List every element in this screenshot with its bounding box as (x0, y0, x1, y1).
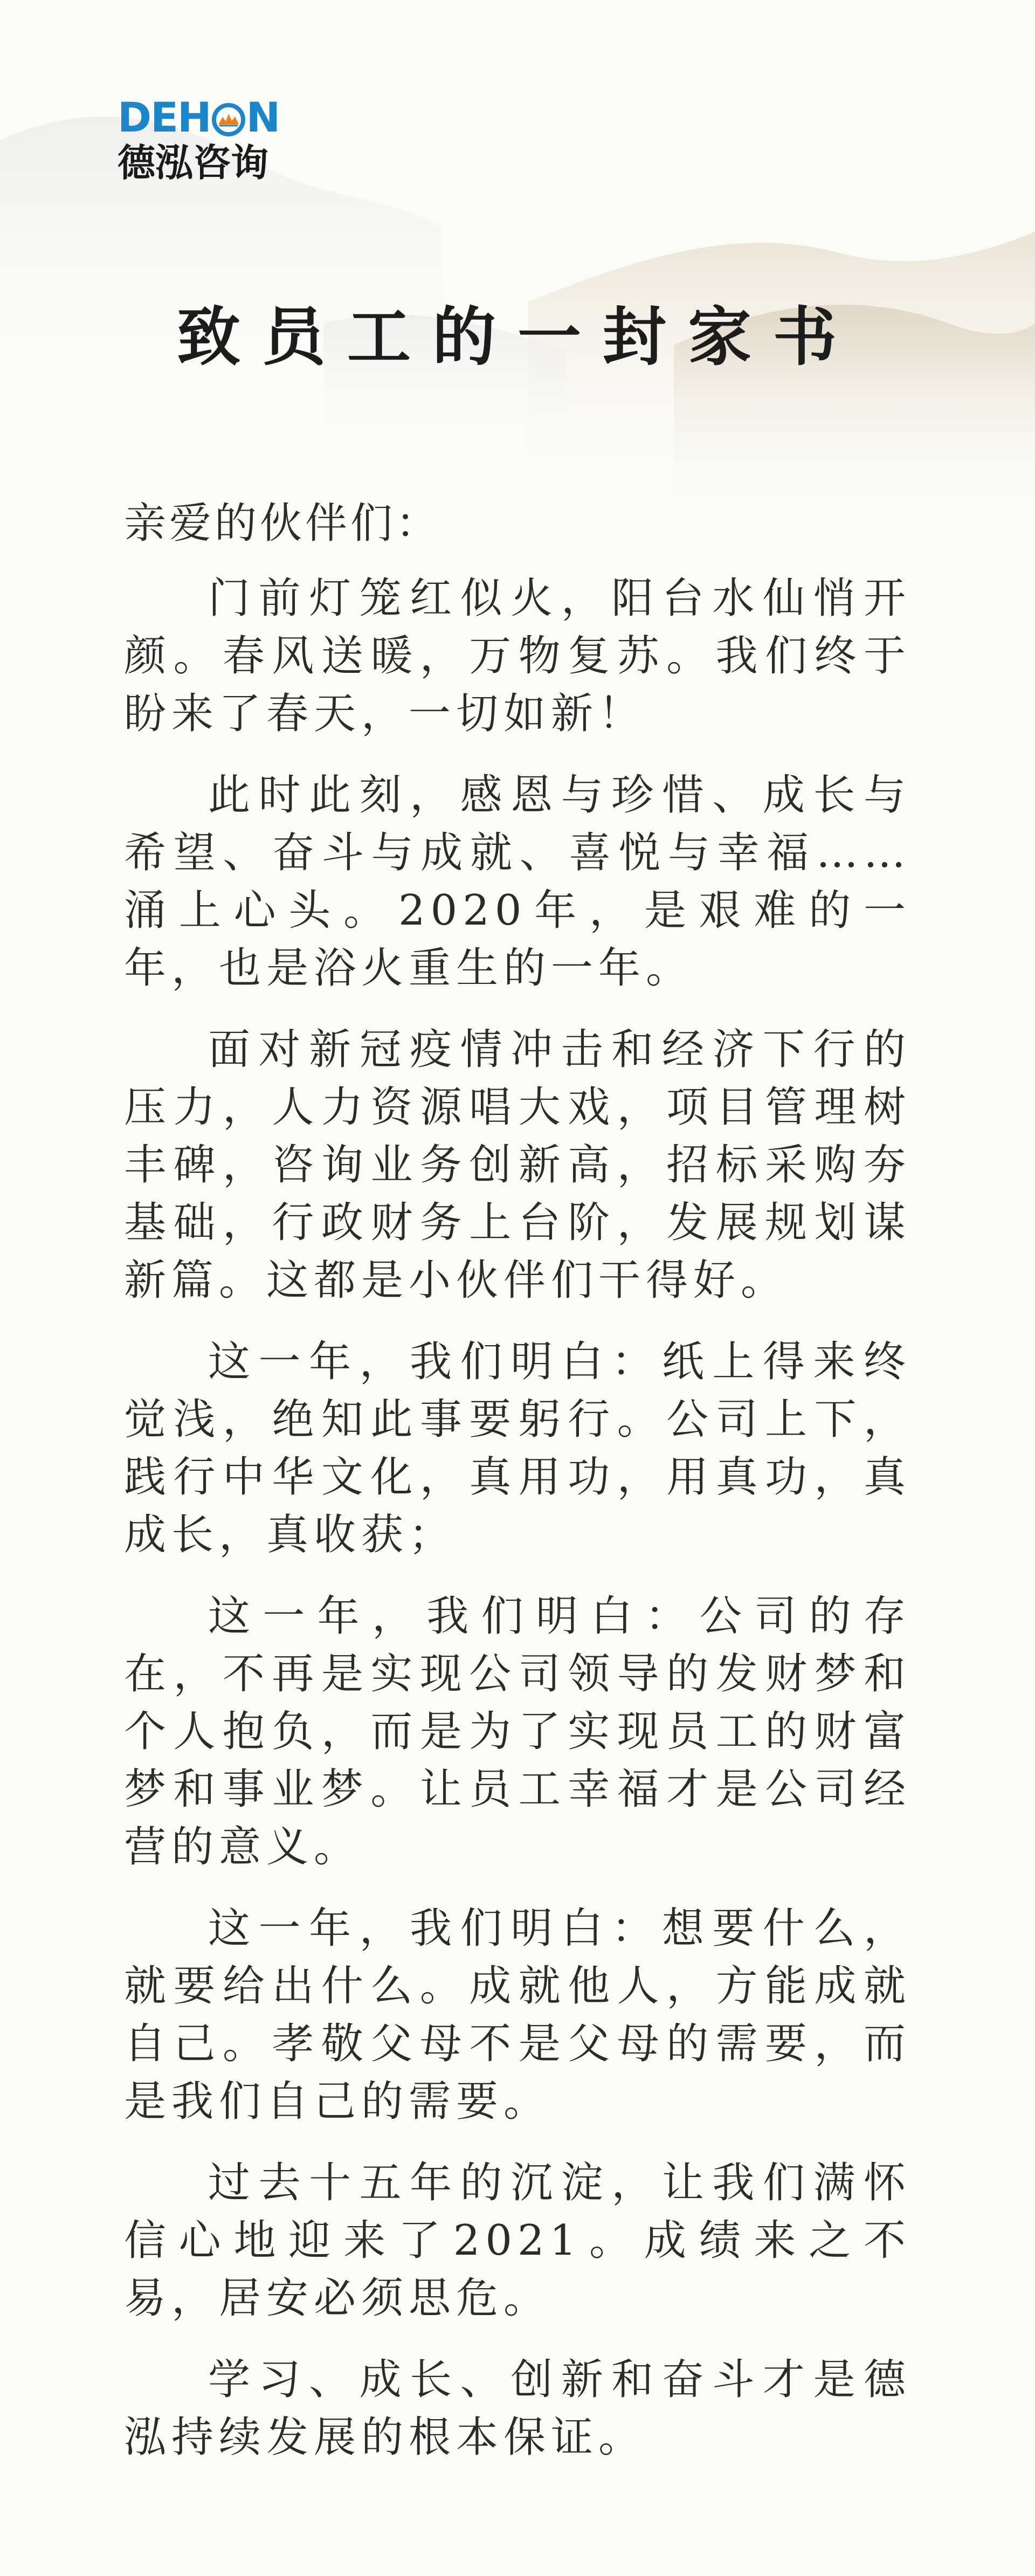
logo-text-en-suffix: N (246, 93, 280, 141)
logo-english-wordmark (118, 93, 280, 141)
paragraph: 这一年，我们明白：公司的存在，不再是实现公司领导的发财梦和个人抱负，而是为了实现员工的财富梦和事业梦。让员工幸福才是公司经营的意义。 (124, 1592, 911, 1871)
salutation: 亲爱的伙伴们： (124, 499, 441, 548)
company-logo (118, 93, 280, 185)
letter-title: 致员工的一封家书 (176, 299, 858, 374)
paragraph: 这一年，我们明白：纸上得来终觉浅，绝知此事要躬行。公司上下，践行中华文化，真用功，用真功，真成长，真收获； (124, 1338, 911, 1559)
paragraph: 学习、成长、创新和奋斗才是德泓持续发展的根本保证。 (124, 2355, 911, 2462)
paragraph: 此时此刻，感恩与珍惜、成长与希望、奋斗与成就、喜悦与幸福……涌上心头。2020年，是艰难的一年，也是浴火重生的一年。 (124, 771, 911, 993)
paragraph: 这一年，我们明白：想要什么，就要给出什么。成就他人，方能成就自己。孝敬父母不是父母的需要，而是我们自己的需要。 (124, 1904, 911, 2126)
paragraph: 过去十五年的沉淀，让我们满怀信心地迎来了2021。成绩来之不易，居安必须思危。 (124, 2159, 911, 2323)
logo-emblem-icon (212, 101, 245, 134)
paragraph: 面对新冠疫情冲击和经济下行的压力，人力资源唱大戏，项目管理树丰碑，咨询业务创新高，招标采购夯基础，行政财务上台阶，发展规划谋新篇。这都是小伙伴们干得好。 (124, 1025, 911, 1305)
logo-chinese-wordmark: 德泓咨询 (118, 141, 268, 185)
paragraph: 门前灯笼红似火，阳台水仙悄开颜。春风送暖，万物复苏。我们终于盼来了春天，一切如新！ (124, 574, 911, 738)
letter-body (124, 493, 911, 2490)
logo-text-en-prefix: DEH (118, 93, 211, 141)
